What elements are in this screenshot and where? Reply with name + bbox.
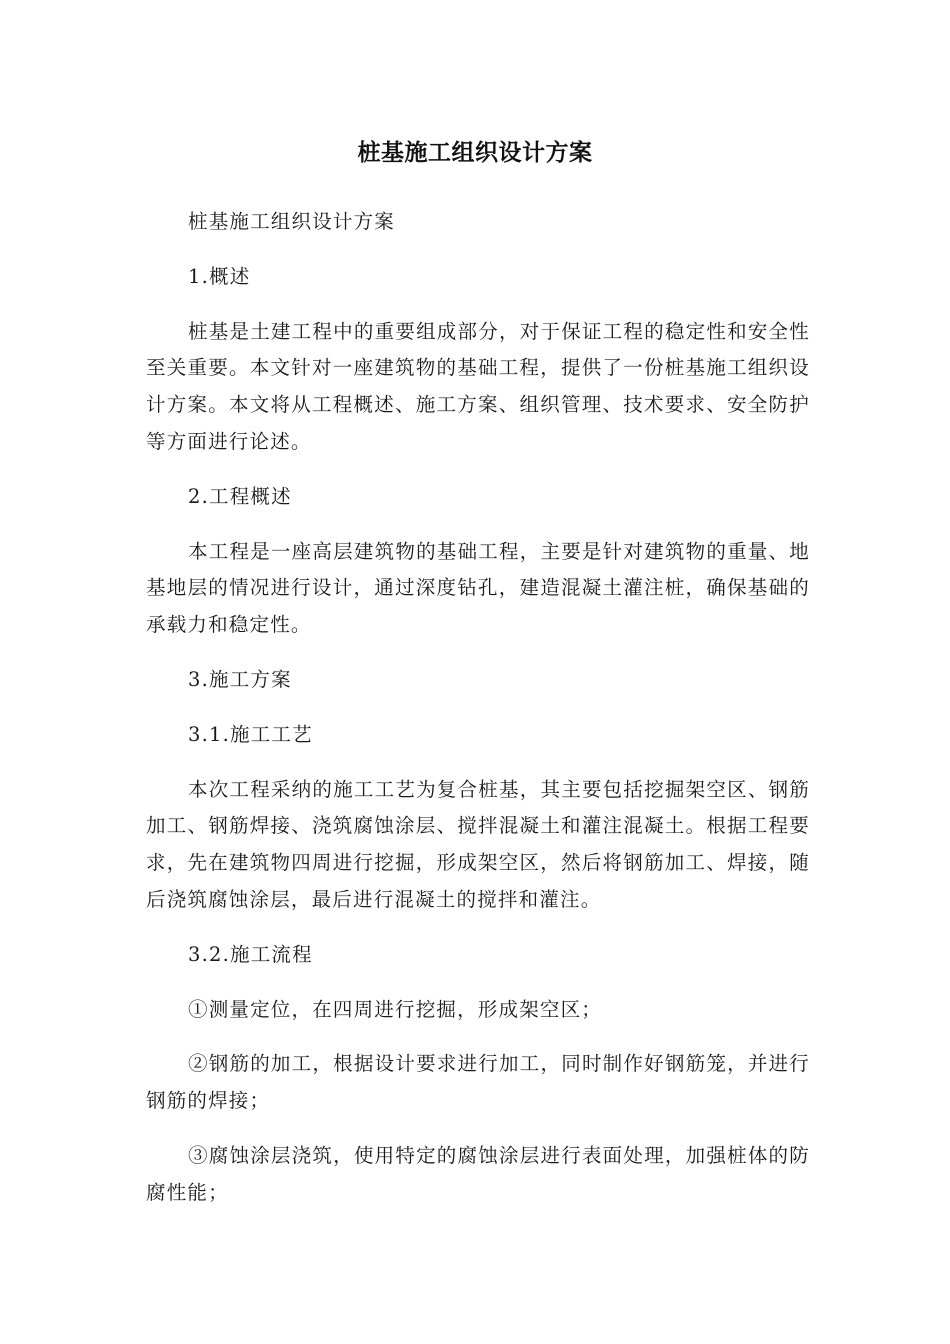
document-body [146,204,810,1230]
heading-construction-flow: 3.2.施工流程 [188,942,313,966]
paragraph-construction-process: 本次工程采纳的施工工艺为复合桩基，其主要包括挖掘架空区、钢筋加工、钢筋焊接、浇筑腐蚀涂层、搅拌混凝土和灌注混凝土。根据工程要求，先在建筑物四周进行挖掘，形成架空区，然后将钢筋加工、焊接，随后浇筑腐蚀涂层，最后进行混凝土的搅拌和灌注。 [146,777,810,911]
list-item-step-1: ①测量定位，在四周进行挖掘，形成架空区； [188,997,603,1021]
heading-project-overview: 2.工程概述 [188,484,292,508]
heading-construction-plan: 3.施工方案 [188,667,292,691]
paragraph-overview: 桩基是土建工程中的重要组成部分，对于保证工程的稳定性和安全性至关重要。本文针对一座建筑物的基础工程，提供了一份桩基施工组织设计方案。本文将从工程概述、施工方案、组织管理、技术要求、安全防护等方面进行论述。 [146,319,810,453]
heading-construction-process: 3.1.施工工艺 [188,722,313,746]
heading-overview: 1.概述 [188,264,251,288]
list-item-step-3: ③腐蚀涂层浇筑，使用特定的腐蚀涂层进行表面处理，加强桩体的防腐性能； [146,1143,810,1204]
paragraph-project-overview: 本工程是一座高层建筑物的基础工程，主要是针对建筑物的重量、地基地层的情况进行设计，通过深度钻孔，建造混凝土灌注桩，确保基础的承载力和稳定性。 [146,539,810,637]
list-item-step-2: ②钢筋的加工，根据设计要求进行加工，同时制作好钢筋笼，并进行钢筋的焊接； [146,1052,810,1113]
paragraph-subtitle: 桩基施工组织设计方案 [188,210,396,233]
document-title: 桩基施工组织设计方案 [357,140,593,166]
